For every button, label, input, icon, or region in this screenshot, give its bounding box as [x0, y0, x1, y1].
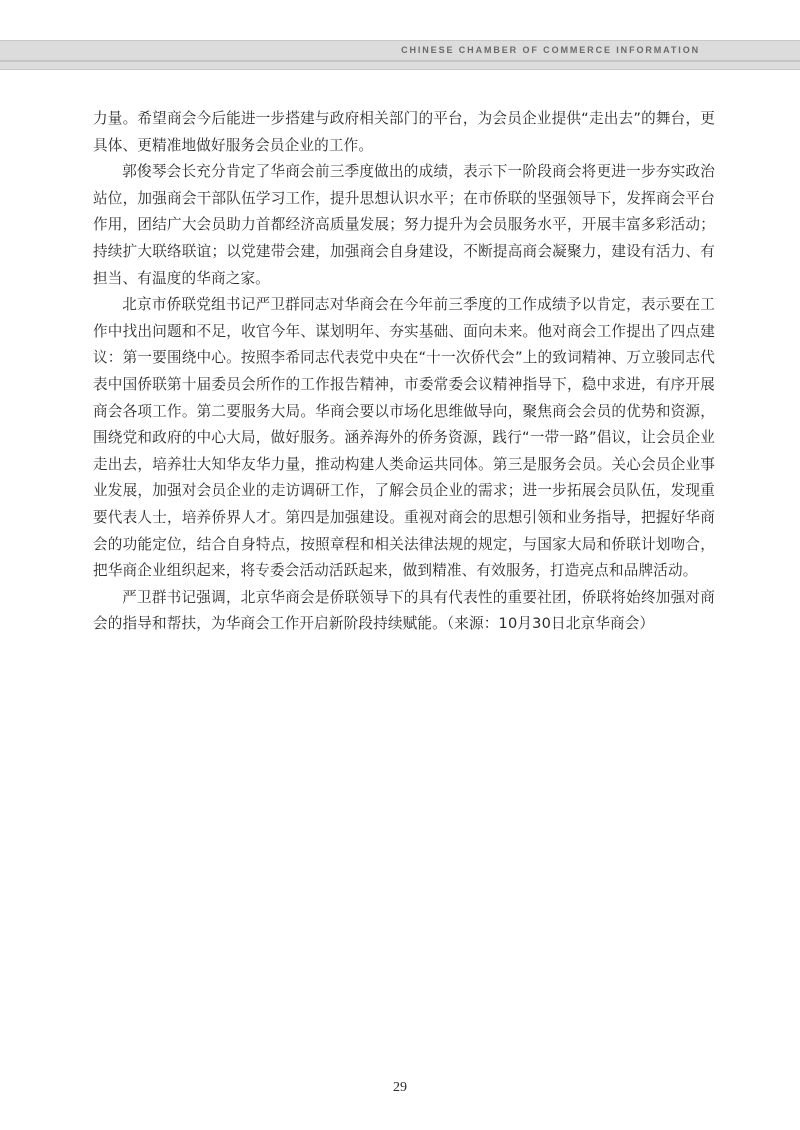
page-number: 29 [393, 1080, 407, 1095]
running-header [0, 40, 800, 70]
paragraph-continuation: 力量。希望商会今后能进一步搭建与政府相关部门的平台，为会员企业提供“走出去”的舞台，更具体、更精准地做好服务会员企业的工作。 [93, 110, 715, 154]
paragraph: 北京市侨联党组书记严卫群同志对华商会在今年前三季度的工作成绩予以肯定，表示要在工作中找出问题和不足，收官今年、谋划明年、夯实基础、面向未来。他对商会工作提出了四点建议：第一要围绕中心。按照李希同志代表党中央在“十一次侨代会”上的致词精神、万立骏同志代表中国侨联第十届委员会所作的工作报告精神，市委常委会议精神指导下，稳中求进，有序开展商会各项工作。第二要服务大局。华商会要以市场化思维做导向，聚焦商会会员的优势和资源，围绕党和政府的中心大局，做好服务。涵养海外的侨务资源，践行“一带一路”倡议，让会员企业走出去，培养壮大知华友华力量，推动构建人类命运共同体。第三是服务会员。关心会员企业事业发展，加强对会员企业的走访调研工作，了解会员企业的需求；进一步拓展会员队伍，发现重要代表人士，培养侨界人才。第四是加强建设。重视对商会的思想引领和业务指导，把握好华商会的功能定位，结合自身特点，按照章程和相关法律法规的规定，与国家大局和侨联计划吻合，把华商企业组织起来，将专委会活动活跃起来，做到精准、有效服务，打造亮点和品牌活动。 [93, 296, 715, 580]
article-body [93, 106, 715, 638]
running-header-title: CHINESE CHAMBER OF COMMERCE INFORMATION [401, 45, 700, 55]
paragraph: 严卫群书记强调，北京华商会是侨联领导下的具有代表性的重要社团，侨联将始终加强对商会的指导和帮扶，为华商会工作开启新阶段持续赋能。（来源：10月30日北京华商会） [93, 588, 715, 633]
paragraph: 郭俊琴会长充分肯定了华商会前三季度做出的成绩，表示下一阶段商会将更进一步夯实政治站位，加强商会干部队伍学习工作，提升思想认识水平；在市侨联的坚强领导下，发挥商会平台作用，团结广大会员助力首都经济高质量发展；努力提升为会员服务水平，开展丰富多彩活动；持续扩大联络联谊；以党建带会建，加强商会自身建设，不断提高商会凝聚力，建设有活力、有担当、有温度的华商之家。 [93, 163, 715, 287]
